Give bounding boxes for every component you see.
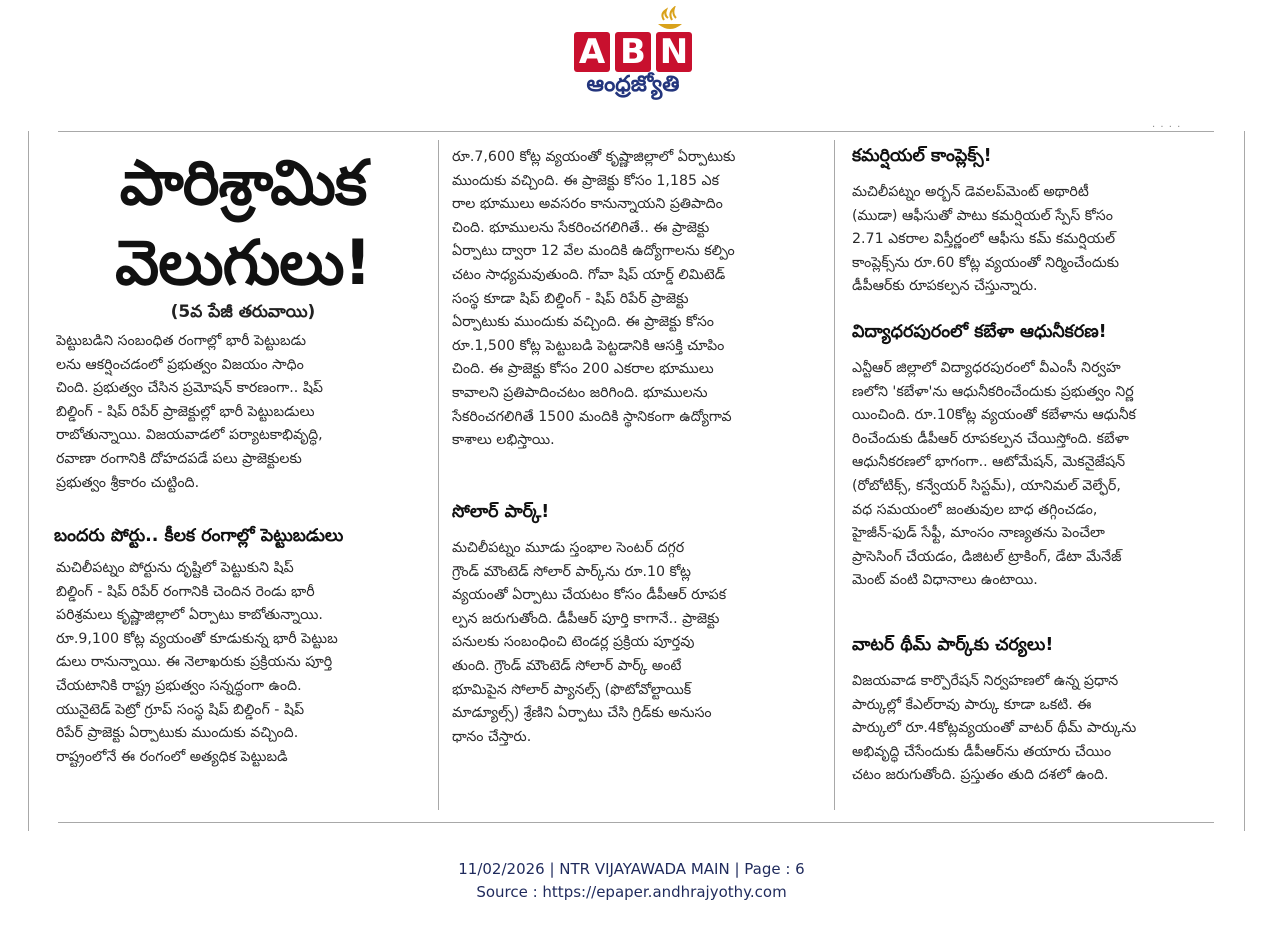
col3-commercial-text: మచిలీపట్నం అర్బన్ డెవలప్‌మెంట్ అథారిటీ (ముడా) ఆఫీసుతో పాటు కమర్షియల్ స్పేస్ కోసం 2.71 ఎకరాల విస్తీర్ణంలో ఆఫీసు కమ్ కమర్షియల్ కాంప్లెక్స్‌ను రూ.60 కోట్ల వ్యయంతో నిర్మించేందుకు డీపీఆర్‌కు రూపకల్పన చేస్తున్నారు. — [852, 184, 1120, 295]
continuation-note: (5వ పేజీ తరువాయి) — [170, 302, 316, 322]
col1-intro-text: పెట్టుబడిని సంబంధిత రంగాల్లో భారీ పెట్టుబడు లను ఆకర్షించడంలో ప్రభుత్వం విజయం సాధిం చింది. ప్రభుత్వం చేసిన ప్రమోషన్ కారణంగా.. షిప్ బిల్డింగ్ - షిప్ రిపేర్ ప్రాజెక్టుల్లో భారీ పెట్టుబడులు రాబోతున్నాయి. విజయవాడలో పర్యాటకాభివృద్ధి, రవాణా రంగానికి దోహదపడే పలు ప్రాజెక్టులకు ప్రభుత్వం శ్రీకారం చుట్టింది. — [56, 333, 324, 491]
right-edge-rule — [1244, 131, 1245, 831]
logo-letter-b: B — [615, 32, 651, 72]
subheading-solar-park: సోలార్ పార్క్! — [452, 502, 550, 522]
masthead-logo — [566, 6, 700, 106]
decorative-dots: · · · · — [1152, 122, 1182, 133]
logo-letter-n: N — [656, 32, 692, 72]
col2-body-text: రూ.7,600 కోట్ల వ్యయంతో కృష్ణాజిల్లాలో ఏర్పాటుకు ముందుకు వచ్చింది. ఈ ప్రాజెక్టు కోసం 1,185 ఎక రాల భూములు అవసరం కానున్నాయని ప్రతిపాదిం చింది. భూములను సేకరించగలిగితే.. ఈ ప్రాజెక్టు ఏర్పాటు ద్వారా 12 వేల మందికి ఉద్యోగాలను కల్పిం చటం సాధ్యమవుతుంది. గోవా షిప్ యార్డ్ లిమిటెడ్ సంస్థ కూడా షిప్ బిల్డింగ్ - షిప్ రిపేర్ ప్రాజెక్టు ఏర్పాటుకు ముందుకు వచ్చింది. ఈ ప్రాజెక్టు కోసం రూ.1,500 కోట్ల పెట్టుబడి పెట్టడానికి ఆసక్తి చూపిం చింది. ఈ ప్రాజెక్టు కోసం 200 ఎకరాల భూములు కావాలని ప్రతిపాదించటం జరిగింది. భూములను సేకరించగలిగితే 1500 మందికి స్థానికంగా ఉద్యోగావ కాశాలు లభిస్తాయి. — [452, 149, 736, 449]
subheading-commercial-complex: కమర్షియల్ కాంప్లెక్స్! — [852, 146, 992, 166]
subheading-water-theme-park: వాటర్ థీమ్ పార్క్‌కు చర్యలు! — [852, 635, 1054, 655]
steaming-cup-icon — [652, 6, 688, 34]
bottom-rule — [58, 822, 1214, 823]
column-divider-2 — [834, 140, 835, 810]
subheading-bandar-port: బందరు పోర్టు.. కీలక రంగాల్లో పెట్టుబడులు — [54, 526, 344, 546]
col3-water-text: విజయవాడ కార్పొరేషన్ నిర్వహణలో ఉన్న ప్రధాన పార్కుల్లో కేఎల్‌రావు పార్కు కూడా ఒకటి. ఈ పార్కులో రూ.4కోట్లవ్యయంతో వాటర్ థీమ్ పార్కును అభివృద్ధి చేసేందుకు డీపీఆర్‌ను తయారు చేయిం చటం జరుగుతోంది. ప్రస్తుతం తుది దశలో ఉంది. — [852, 673, 1137, 784]
column-divider-1 — [438, 140, 439, 810]
logo-letter-a: A — [574, 32, 610, 72]
left-edge-rule — [28, 131, 29, 831]
col3-kabela-text: ఎన్టీఆర్ జిల్లాలో విద్యాధరపురంలో వీఎంసీ నిర్వహ ణలోని 'కబేళా'ను ఆధునీకరించేందుకు ప్రభుత్వం నిర్ణ యించింది. రూ.10కోట్ల వ్యయంతో కబేళాను ఆధునీక రించేందుకు డీపీఆర్ రూపకల్పన చేయిస్తోంది. కబేళా ఆధునీకరణలో భాగంగా.. ఆటోమేషన్, మెకనైజేషన్ (రోబోటిక్స్, కన్వేయర్ సిస్టమ్), యానిమల్ వెల్ఫేర్, వధ సమయంలో జంతువుల బాధ తగ్గించడం, హైజీన్-ఫుడ్ సేఫ్టీ, మాంసం నాణ్యతను పెంచేలా ప్రాసెసింగ్ చేయడం, డిజిటల్ ట్రాకింగ్, డేటా మేనేజ్ మెంట్ వంటి విధానాలు ఉంటాయి. — [852, 360, 1136, 589]
col1-body-text: మచిలీపట్నం పోర్టును దృష్టిలో పెట్టుకుని షిప్ బిల్డింగ్ - షిప్ రిపేర్ రంగానికి చెందిన రెండు భారీ పరిశ్రమలు కృష్ణాజిల్లాలో ఏర్పాటు కాబోతున్నాయి. రూ.9,100 కోట్ల వ్యయంతో కూడుకున్న భారీ పెట్టుబ డులు రానున్నాయి. ఈ నెలాఖరుకు ప్రక్రియను పూర్తి చేయటానికి రాష్ట్ర ప్రభుత్వం సన్నద్ధంగా ఉంది. యునైటెడ్ పెట్రో గ్రూప్ సంస్థ షిప్ బిల్డింగ్ - షిప్ రిపేర్ ప్రాజెక్టు ఏర్పాటుకు ముందుకు వచ్చింది. రాష్ట్రంలోనే ఈ రంగంలో అత్యధిక పెట్టుబడి — [56, 560, 338, 765]
top-rule — [58, 131, 1214, 132]
footer-source-line: Source : https://epaper.andhrajyothy.com — [476, 883, 787, 901]
headline-line-1: పారిశ్రామిక — [119, 146, 367, 219]
headline-line-2: వెలుగులు! — [115, 226, 371, 299]
col2-solar-text: మచిలీపట్నం మూడు స్తంభాల సెంటర్ దగ్గర గ్రౌండ్ మౌంటెడ్ సోలార్ పార్క్‌ను రూ.10 కోట్ల వ్యయంతో ఏర్పాటు చేయటం కోసం డీపీఆర్ రూపక ల్పన జరుగుతోంది. డీపీఆర్ పూర్తి కాగానే.. ప్రాజెక్టు పనులకు సంబంధించి టెండర్ల ప్రక్రియ పూర్తవు తుంది. గ్రౌండ్ మౌంటెడ్ సోలార్ పార్క్ అంటే భూమిపైన సోలార్ ప్యానల్స్ (ఫొటోవోల్టాయిక్ మాడ్యూల్స్) శ్రేణిని ఏర్పాటు చేసి గ్రిడ్‌కు అనుసం ధానం చేస్తారు. — [452, 540, 727, 745]
subheading-kabela-modernization: విద్యాధరపురంలో కబేళా ఆధునీకరణ! — [852, 322, 1107, 342]
footer-edition-line: 11/02/2026 | NTR VIJAYAWADA MAIN | Page : 6 — [458, 860, 805, 878]
masthead-telugu-name: ఆంధ్రజ్యోతి — [586, 72, 680, 97]
